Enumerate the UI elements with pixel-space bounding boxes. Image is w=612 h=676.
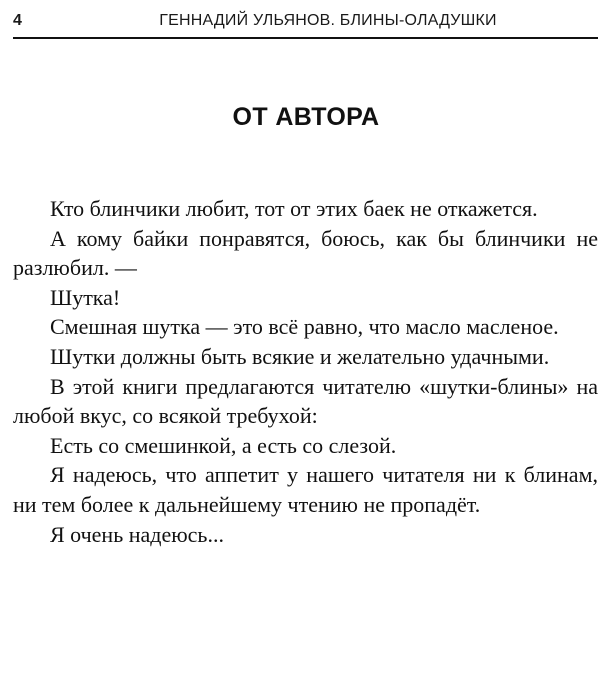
paragraph: А кому байки понравятся, боюсь, как бы блинчики не разлюбил. — <box>13 225 598 281</box>
paragraph: В этой книги предлагаются читателю «шутки-блины» на любой вкус, со всякой требухой: <box>13 373 598 429</box>
chapter-title: ОТ АВТОРА <box>232 103 380 131</box>
paragraph: Шутка! <box>50 284 121 310</box>
paragraph: Смешная шутка — это всё равно, что масло масленое. <box>50 314 559 340</box>
paragraph: Я очень надеюсь... <box>50 521 224 547</box>
body-text <box>13 194 598 549</box>
page-number: 4 <box>13 12 22 29</box>
paragraph: Я надеюсь, что аппетит у нашего читателя ни к блинам, ни тем более к дальнейшему чтению не пропадёт. <box>13 462 598 517</box>
paragraph: Шутки должны быть всякие и желательно удачными. <box>50 343 550 369</box>
paragraph: Есть со смешинкой, а есть со слезой. <box>50 432 397 458</box>
running-title: ГЕННАДИЙ УЛЬЯНОВ. БЛИНЫ-ОЛАДУШКИ <box>159 12 497 29</box>
running-header <box>13 8 598 34</box>
paragraph: Кто блинчики любит, тот от этих баек не откажется. <box>50 196 538 221</box>
header-rule <box>13 37 598 39</box>
